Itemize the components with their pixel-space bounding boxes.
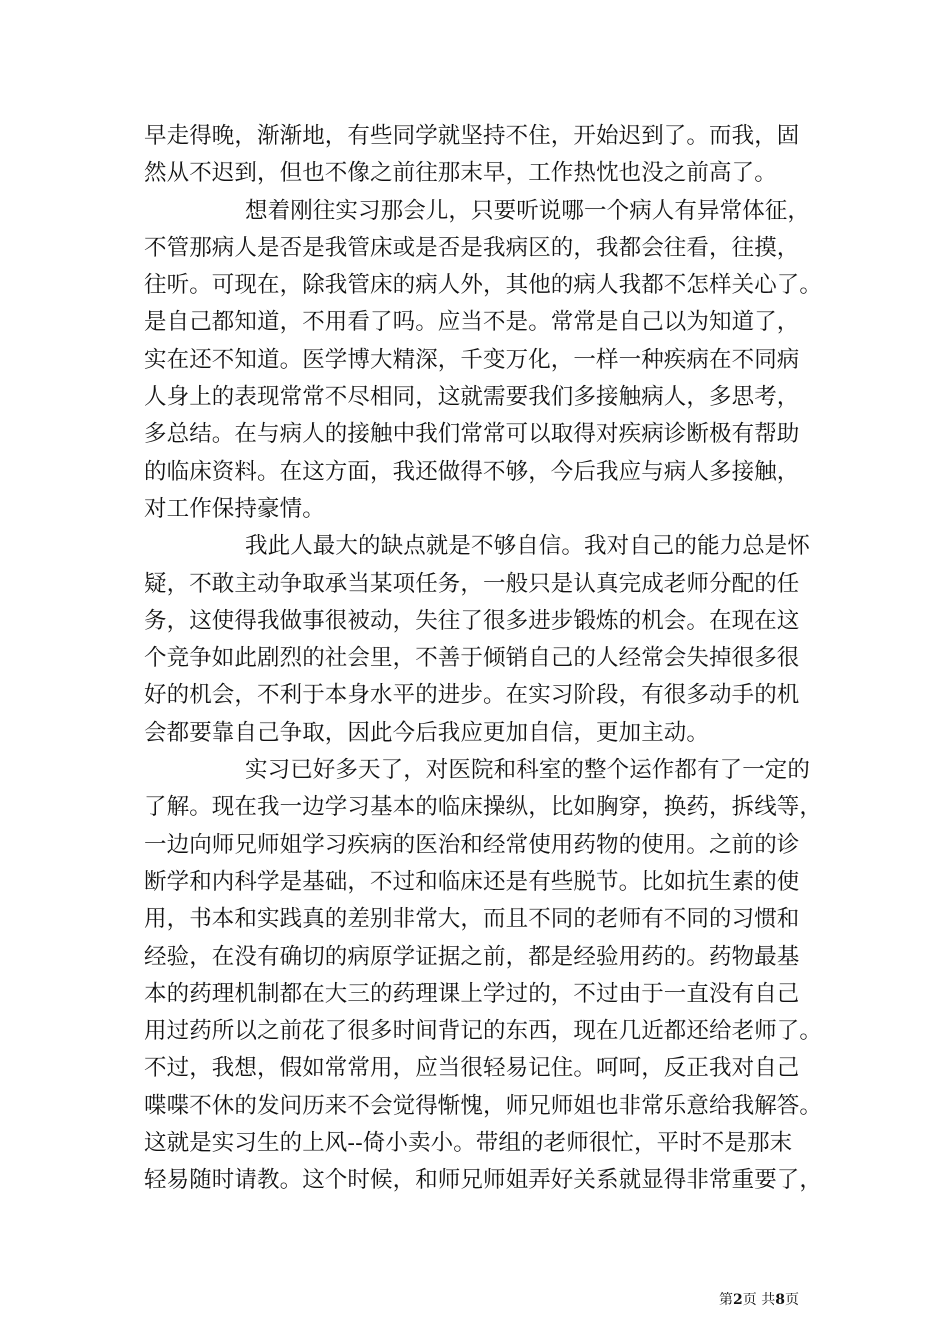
text-line: 是自己都知道，不用看了吗。应当不是。常常是自己以为知道了， [144,309,800,336]
page-footer [719,1291,799,1309]
text-line: 疑，不敢主动争取承当某项任务，一般只是认真完成老师分配的任 [144,570,800,597]
footer-middle: 页 共 [742,1292,776,1308]
text-line: 这就是实习生的上风--倚小卖小。带组的老师很忙，平时不是那末 [144,1130,793,1157]
body-text [144,118,834,1200]
footer-suffix: 页 [784,1292,799,1308]
text-line: 喋喋不休的发问历来不会觉得惭愧，师兄师姐也非常乐意给我解答。 [144,1092,823,1119]
text-line: 不过，我想，假如常常用，应当很轻易记住。呵呵，反正我对自己 [144,1055,800,1082]
footer-prefix: 第 [719,1292,733,1308]
text-line: 断学和内科学是基础，不过和临床还是有些脱节。比如抗生素的使 [144,868,800,895]
paragraph-start-line: 我此人最大的缺点就是不够自信。我对自己的能力总是怀 [245,533,811,560]
text-line: 用，书本和实践真的差别非常大，而且不同的老师有不同的习惯和 [144,906,800,933]
text-line: 不管那病人是否是我管床或是否是我病区的，我都会往看，往摸， [144,234,800,261]
text-line: 的临床资料。在这方面，我还做得不够，今后我应与病人多接触， [144,458,800,485]
text-line: 然从不迟到，但也不像之前往那末早，工作热忱也没之前高了。 [144,160,777,187]
text-line: 经验，在没有确切的病原学证据之前，都是经验用药的。药物最基 [144,943,800,970]
paragraph-start-line: 想着刚往实习那会儿，只要听说哪一个病人有异常体征， [245,197,811,224]
current-page-number: 2 [733,1292,743,1308]
text-line: 好的机会，不利于本身水平的进步。在实习阶段，有很多动手的机 [144,682,800,709]
text-line: 早走得晚，渐渐地，有些同学就坚持不住，开始迟到了。而我，固 [144,123,800,149]
text-line: 会都要靠自己争取，因此今后我应更加自信，更加主动。 [144,719,710,746]
text-line: 多总结。在与病人的接触中我们常常可以取得对疾病诊断极有帮助 [144,421,800,448]
text-line: 了解。现在我一边学习基本的临床操纵，比如胸穿，换药，拆线等， [144,794,823,821]
text-line: 人身上的表现常常不尽相同，这就需要我们多接触病人，多思考， [144,384,800,411]
text-line: 往听。可现在，除我管床的病人外，其他的病人我都不怎样关心了。 [144,272,823,299]
text-line: 用过药所以之前花了很多时间背记的东西，现在几近都还给老师了。 [144,1018,823,1045]
text-line: 本的药理机制都在大三的药理课上学过的，不过由于一直没有自己 [144,980,800,1007]
text-line: 对工作保持豪情。 [144,495,325,522]
paragraph-start-line: 实习已好多天了，对医院和科室的整个运作都有了一定的 [245,757,811,784]
text-line: 轻易随时请教。这个时候，和师兄师姐弄好关系就显得非常重要了， [144,1167,823,1194]
total-page-count: 8 [775,1292,785,1308]
text-line: 实在还不知道。医学博大精深，千变万化，一样一种疾病在不同病 [144,346,800,373]
text-line: 个竞争如此剧烈的社会里，不善于倾销自己的人经常会失掉很多很 [144,645,800,672]
text-line: 务，这使得我做事很被动，失往了很多进步锻炼的机会。在现在这 [144,607,800,634]
text-line: 一边向师兄师姐学习疾病的医治和经常使用药物的使用。之前的诊 [144,831,800,858]
